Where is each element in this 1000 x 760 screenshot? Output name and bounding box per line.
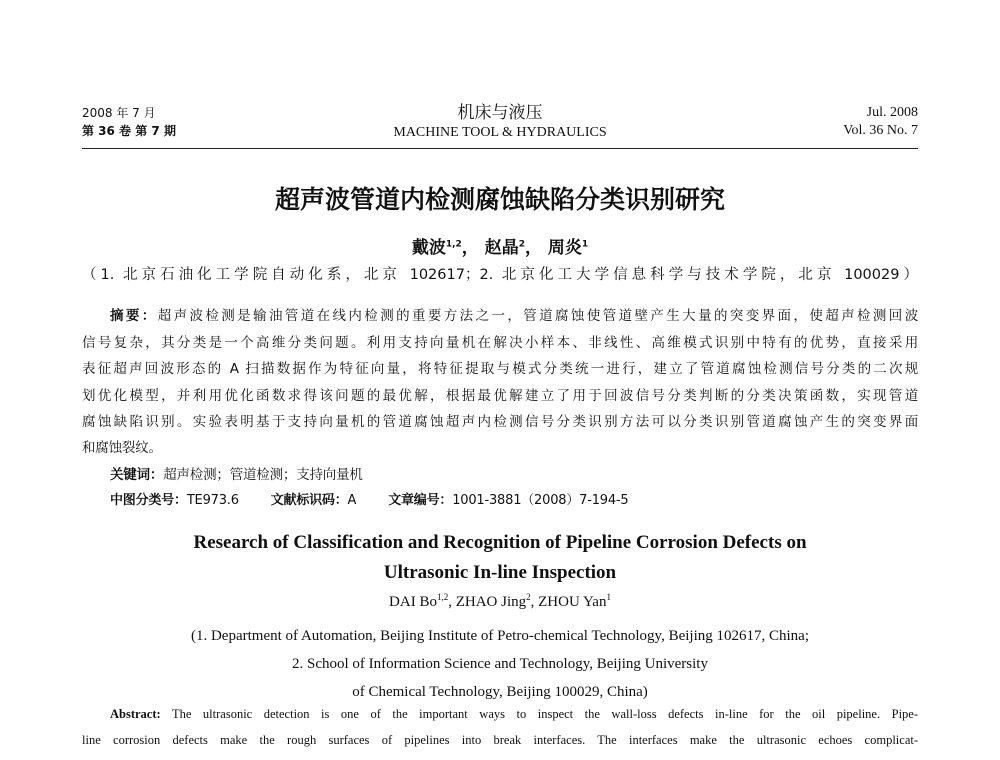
title-cn: 超声波管道内检测腐蚀缺陷分类识别研究 [274, 185, 725, 214]
abstract-en-label: Abstract: [110, 707, 161, 721]
author-sup: 1,2 [445, 239, 462, 250]
author: 赵晶 [484, 238, 519, 258]
authors-en: DAI Bo$^{1,2}$, ZHAO Jing$^2$, ZHOU Yan$^1$ [389, 592, 611, 610]
abstract-cn-line: 表征超声回波形态的 A 扫描数据作为特征向量，将特征提取与模式分类统一进行，建立了管道腐蚀检测信号分类的二次规 [82, 361, 918, 377]
author: ZHOU Yan [538, 594, 607, 610]
doc-code-value: A [347, 493, 357, 508]
abstract-en-line: line corrosion defects make the rough surfaces of pipelines into break interfaces. The interfaces make the ultrasonic echoes complicat- [82, 733, 918, 747]
author: 周炎 [547, 238, 582, 258]
author-sup: 1 [606, 592, 611, 602]
author: ZHAO Jing [455, 594, 527, 610]
abstract-text: 超声波检测是输油管道在线内检测的重要方法之一，管道腐蚀使管道壁产生大量的突变界面，使超声检测回波 [157, 308, 918, 324]
doc-code-label: 文献标识码： [270, 493, 348, 508]
authors-cn: 戴波$^{1,2}$， 赵晶$^2$， 周炎$^1$ [411, 238, 589, 258]
clc-line [110, 489, 946, 508]
author-sup: 2 [518, 239, 525, 250]
abstract-en-text: The ultrasonic detection is one of the important ways to inspect the wall-loss defects in-line for the oil pipeline. Pipe- [171, 707, 918, 721]
article-no-value: 1001-3881（2008）7-194-5 [452, 493, 629, 508]
abstract-cn-line: 划优化模型，并利用优化函数求得该问题的最优解，根据最优解建立了用于回波信号分类判断的分类决策函数，实现管道 [82, 388, 918, 404]
abstract-cn-line [82, 304, 918, 324]
affiliation-en-line: 2. School of Information Science and Technology, Beijing University [292, 656, 708, 672]
abstract-cn-line: 和腐蚀裂纹。 [82, 440, 162, 456]
issue-en: Vol. 36 No. 7 [843, 123, 918, 138]
clc-label: 中图分类号： [110, 493, 187, 508]
date-en: Jul. 2008 [866, 105, 918, 120]
author-sup: 1 [581, 239, 589, 250]
header-right [843, 104, 918, 140]
affiliation-en-line: of Chemical Technology, Beijing 100029, China) [352, 684, 648, 700]
clc-value: TE973.6 [186, 493, 239, 508]
issue-cn: 第 36 卷 第 7 期 [82, 124, 176, 138]
author: 戴波 [411, 238, 446, 258]
abstract-cn-line: 腐蚀缺陷识别。实验表明基于支持向量机的管道腐蚀超声内检测信号分类识别方法可以分类识别管道腐蚀产生的突变界面 [82, 414, 918, 430]
article-no-label: 文章编号： [388, 493, 453, 508]
affiliation-en [0, 622, 1000, 706]
abstract-en-line [82, 707, 918, 722]
keywords-value: 超声检测；管道检测；支持向量机 [163, 467, 363, 483]
date-cn: 2008 年 7 月 [82, 106, 156, 120]
journal-en: MACHINE TOOL & HYDRAULICS [393, 125, 607, 140]
keywords-cn [110, 463, 946, 483]
title-en-line: Ultrasonic In-line Inspection [383, 562, 617, 583]
title-en [0, 528, 1000, 588]
affiliation-cn: （1. 北京石油化工学院自动化系，北京 102617；2. 北京化工大学信息科学与技术学院，北京 100029） [82, 267, 918, 283]
author: DAI Bo [389, 594, 437, 610]
title-en-line: Research of Classification and Recognition of Pipeline Corrosion Defects on [193, 532, 807, 553]
journal-cn: 机床与液压 [457, 103, 543, 123]
abstract-cn-line: 信号复杂，其分类是一个高维分类问题。利用支持向量机在解决小样本、非线性、高维模式识别中特有的优势，直接采用 [82, 335, 918, 351]
author-sup: 1,2 [436, 592, 449, 602]
affiliation-en-line: (1. Department of Automation, Beijing Institute of Petro-chemical Technology, Beijing 102617, China; [190, 628, 809, 644]
abstract-label: 摘要： [110, 308, 158, 324]
keywords-label: 关键词： [110, 467, 164, 483]
author-sup: 2 [526, 592, 531, 602]
header-rule [82, 148, 918, 149]
